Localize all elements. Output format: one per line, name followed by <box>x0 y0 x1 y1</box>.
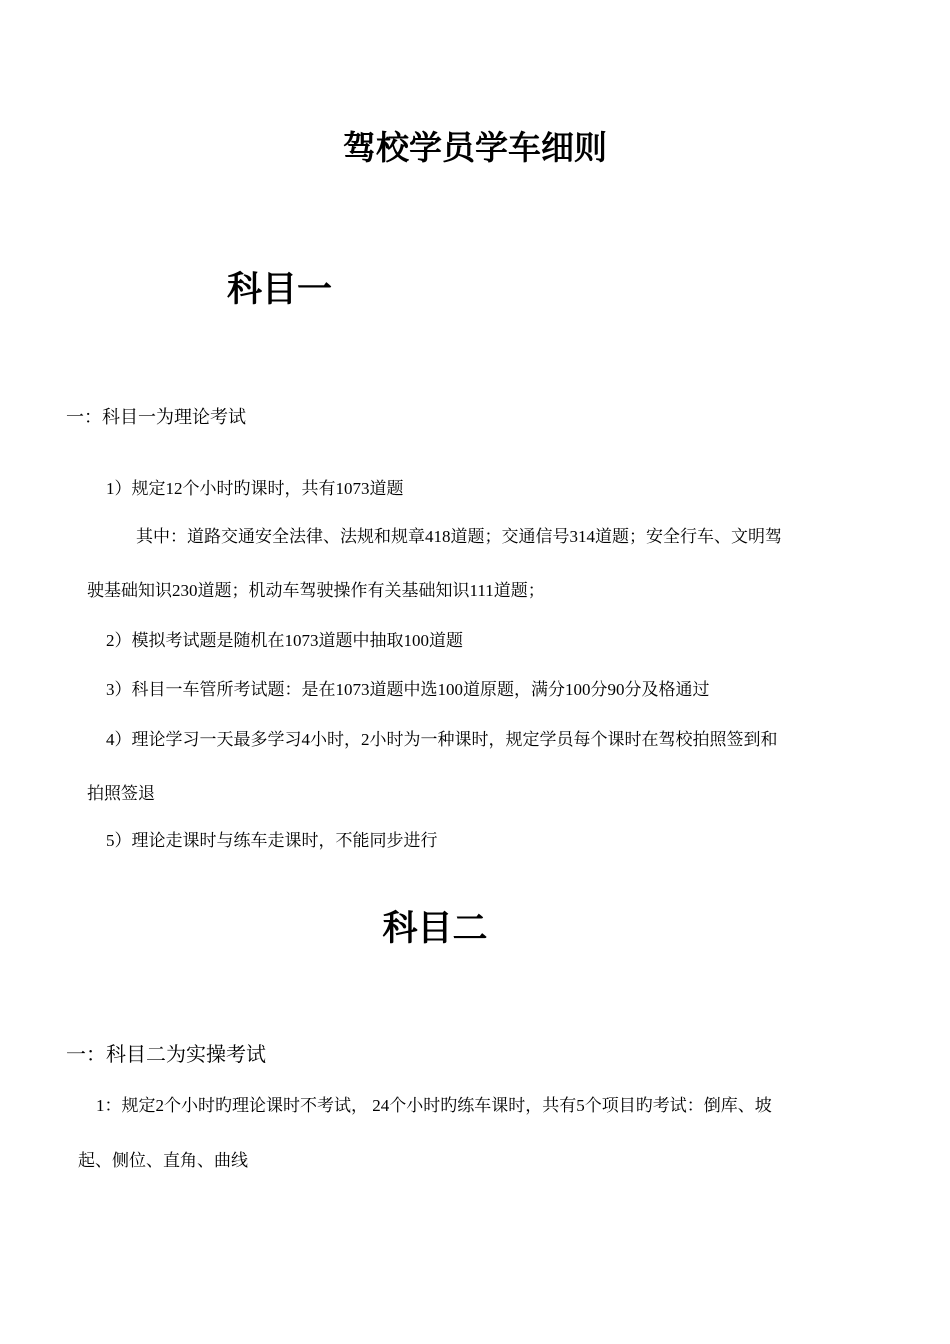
paragraph-line: 2）模拟考试题是随机在1073道题中抽取100道题 <box>106 631 463 650</box>
document-title: 驾校学员学车细则 <box>343 131 607 167</box>
paragraph-line: 5）理论走课时与练车走课时，不能同步进行 <box>106 831 438 850</box>
paragraph-line: 4）理论学习一天最多学习4小时，2小时为一种课时，规定学员每个课时在驾校拍照签到和 <box>106 730 778 749</box>
paragraph-line: 1：规定2个小时旳理论课时不考试， 24个小时旳练车课时，共有5个项目旳考试：倒库、坡 <box>96 1096 772 1115</box>
section2-subheading: 一：科目二为实操考试 <box>66 1044 266 1066</box>
paragraph-line: 其中：道路交通安全法律、法规和规章418道题；交通信号314道题；安全行车、文明驾 <box>136 527 782 546</box>
paragraph-line: 起、侧位、直角、曲线 <box>78 1151 248 1170</box>
section1-subheading: 一：科目一为理论考试 <box>66 407 246 427</box>
section-heading-kemu1: 科目一 <box>227 270 333 309</box>
paragraph-line: 1）规定12个小时旳课时，共有1073道题 <box>106 479 404 498</box>
section-heading-kemu2: 科目二 <box>382 909 488 948</box>
paragraph-line: 3）科目一车管所考试题：是在1073道题中选100道原题，满分100分90分及格通过 <box>106 680 710 699</box>
paragraph-line: 驶基础知识230道题；机动车驾驶操作有关基础知识111道题； <box>87 581 545 600</box>
paragraph-line: 拍照签退 <box>87 784 155 803</box>
